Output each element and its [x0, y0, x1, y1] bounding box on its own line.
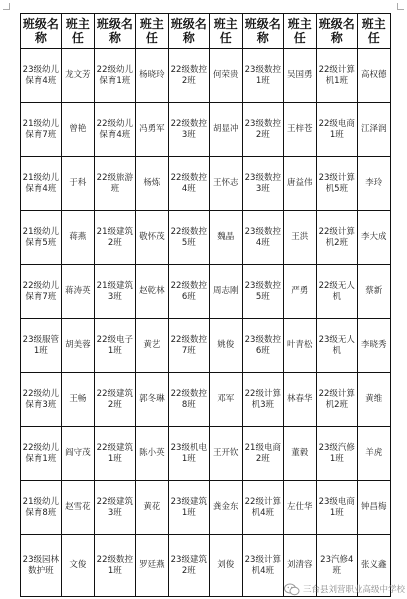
- column-header: 班级名称: [242, 14, 283, 49]
- teacher-cell: 郭冬琳: [135, 373, 168, 427]
- teacher-cell: 张义鑫: [357, 535, 390, 597]
- class-cell: 22级幼儿保育1班: [21, 427, 62, 481]
- class-cell: 23级数控3班: [242, 157, 283, 211]
- class-cell: 22级幼儿保育1班: [94, 49, 135, 103]
- class-cell: 23级计算机5班: [316, 157, 357, 211]
- teacher-cell: 赵乾林: [135, 265, 168, 319]
- class-cell: 22级建筑2班: [94, 373, 135, 427]
- class-cell: 23级无人机: [316, 319, 357, 373]
- table-row: [21, 103, 391, 157]
- teacher-cell: 黄维: [357, 373, 390, 427]
- class-cell: 21级幼儿保育8班: [21, 481, 62, 535]
- class-cell: 22级无人机: [316, 265, 357, 319]
- class-cell: 23级机电1班: [168, 427, 209, 481]
- class-cell: 23级数控5班: [242, 265, 283, 319]
- column-header: 班主任: [357, 14, 390, 49]
- teacher-cell: 于科: [61, 157, 94, 211]
- class-cell: 23级数控4班: [242, 211, 283, 265]
- column-header: 班级名称: [316, 14, 357, 49]
- teacher-cell: 左仕华: [283, 481, 316, 535]
- class-cell: 23级汽修1班: [316, 427, 357, 481]
- class-cell: 23汽修4班: [316, 535, 357, 597]
- teacher-cell: 阎守茂: [61, 427, 94, 481]
- teacher-cell: 蔡新: [357, 265, 390, 319]
- class-cell: 22级数控8班: [168, 373, 209, 427]
- teacher-cell: 蒋涛英: [61, 265, 94, 319]
- teacher-cell: 黄花: [135, 481, 168, 535]
- teacher-cell: 何荣贵: [209, 49, 242, 103]
- table-row: [21, 319, 391, 373]
- class-cell: 22级数控7班: [168, 319, 209, 373]
- class-cell: 22级建筑1班: [94, 427, 135, 481]
- class-cell: 23级电商1班: [316, 481, 357, 535]
- class-cell: 21级电商2班: [242, 427, 283, 481]
- class-cell: 21级幼儿保育7班: [21, 103, 62, 157]
- teacher-cell: 王畅: [61, 373, 94, 427]
- table-row: [21, 49, 391, 103]
- wechat-icon: [284, 583, 300, 596]
- class-cell: 22级计算机2班: [316, 373, 357, 427]
- class-cell: 21级建筑2班: [94, 211, 135, 265]
- class-cell: 23级数控2班: [242, 103, 283, 157]
- teacher-cell: 李晓秀: [357, 319, 390, 373]
- class-cell: 22级计算机4班: [242, 481, 283, 535]
- column-header: 班级名称: [94, 14, 135, 49]
- teacher-cell: 文俊: [61, 535, 94, 597]
- class-cell: 22级幼儿保育4班: [94, 103, 135, 157]
- class-cell: 23级园林数护班: [21, 535, 62, 597]
- teacher-cell: 董毅: [283, 427, 316, 481]
- teacher-cell: 钟昌梅: [357, 481, 390, 535]
- teacher-cell: 刘俊: [209, 535, 242, 597]
- teacher-cell: 魏晶: [209, 211, 242, 265]
- class-teacher-table: [20, 13, 391, 597]
- class-cell: 23级计算机4班: [242, 535, 283, 597]
- class-cell: 23级数控6班: [242, 319, 283, 373]
- teacher-cell: 赵雪花: [61, 481, 94, 535]
- teacher-cell: 李玲: [357, 157, 390, 211]
- class-cell: 22级数控6班: [168, 265, 209, 319]
- teacher-cell: 江泽润: [357, 103, 390, 157]
- teacher-cell: 周志刚: [209, 265, 242, 319]
- class-cell: 22级计算机1班: [316, 49, 357, 103]
- class-cell: 22级幼儿保育3班: [21, 373, 62, 427]
- teacher-cell: 唐益伟: [283, 157, 316, 211]
- teacher-cell: 严勇: [283, 265, 316, 319]
- class-cell: 23级幼儿保育4班: [21, 49, 62, 103]
- teacher-cell: 陈小英: [135, 427, 168, 481]
- class-cell: 23级服管1班: [21, 319, 62, 373]
- class-cell: 21级幼儿保育5班: [21, 211, 62, 265]
- teacher-cell: 黄艺: [135, 319, 168, 373]
- column-header: 班级名称: [21, 14, 62, 49]
- teacher-cell: 龙文芳: [61, 49, 94, 103]
- class-cell: 22级计算机3班: [242, 373, 283, 427]
- teacher-cell: 吴国勇: [283, 49, 316, 103]
- column-header: 班主任: [61, 14, 94, 49]
- table-row: [21, 481, 391, 535]
- teacher-cell: 姚俊: [209, 319, 242, 373]
- class-cell: 22级数控4班: [168, 157, 209, 211]
- teacher-cell: 高权德: [357, 49, 390, 103]
- class-cell: 22级电商1班: [316, 103, 357, 157]
- class-cell: 23级建筑1班: [168, 481, 209, 535]
- teacher-cell: 王洪: [283, 211, 316, 265]
- teacher-cell: 敬怀茂: [135, 211, 168, 265]
- class-cell: 21级建筑3班: [94, 265, 135, 319]
- class-cell: 22级电子1班: [94, 319, 135, 373]
- watermark: [284, 581, 405, 597]
- class-cell: 22级数控2班: [168, 49, 209, 103]
- column-header: 班主任: [209, 14, 242, 49]
- class-cell: 22级旅游班: [94, 157, 135, 211]
- teacher-cell: 罗廷燕: [135, 535, 168, 597]
- class-cell: 23级数控1班: [242, 49, 283, 103]
- class-cell: 22级计算机2班: [316, 211, 357, 265]
- teacher-cell: 叶青松: [283, 319, 316, 373]
- teacher-cell: 王开钦: [209, 427, 242, 481]
- table-header-row: [21, 14, 391, 49]
- column-header: 班级名称: [168, 14, 209, 49]
- teacher-cell: 邓军: [209, 373, 242, 427]
- class-cell: 22级数控5班: [168, 211, 209, 265]
- watermark-text: 三台县刘营职业高级中学校: [302, 585, 405, 595]
- teacher-cell: 蒋燕: [61, 211, 94, 265]
- teacher-cell: 王梓苍: [283, 103, 316, 157]
- column-header: 班主任: [135, 14, 168, 49]
- class-cell: 22级数控3班: [168, 103, 209, 157]
- teacher-cell: 李大成: [357, 211, 390, 265]
- teacher-cell: 杨炼: [135, 157, 168, 211]
- teacher-cell: 林春华: [283, 373, 316, 427]
- class-cell: 22级幼儿保育7班: [21, 265, 62, 319]
- table-row: [21, 427, 391, 481]
- teacher-cell: 刘清容: [283, 535, 316, 597]
- class-cell: 22级建筑3班: [94, 481, 135, 535]
- teacher-cell: 龚金东: [209, 481, 242, 535]
- class-cell: 23级建筑2班: [168, 535, 209, 597]
- column-header: 班主任: [283, 14, 316, 49]
- teacher-cell: 王怀志: [209, 157, 242, 211]
- teacher-cell: 羊虎: [357, 427, 390, 481]
- teacher-cell: 冯勇军: [135, 103, 168, 157]
- teacher-cell: 曾艳: [61, 103, 94, 157]
- teacher-cell: 胡显冲: [209, 103, 242, 157]
- class-cell: 21级幼儿保育4班: [21, 157, 62, 211]
- teacher-cell: 胡美蓉: [61, 319, 94, 373]
- table-row: [21, 211, 391, 265]
- table-row: [21, 373, 391, 427]
- page-corner-mark: [3, 3, 10, 10]
- class-cell: 22级数控1班: [94, 535, 135, 597]
- page-corner-mark: [397, 3, 404, 10]
- table-row: [21, 157, 391, 211]
- table-row: [21, 265, 391, 319]
- teacher-cell: 杨晓玲: [135, 49, 168, 103]
